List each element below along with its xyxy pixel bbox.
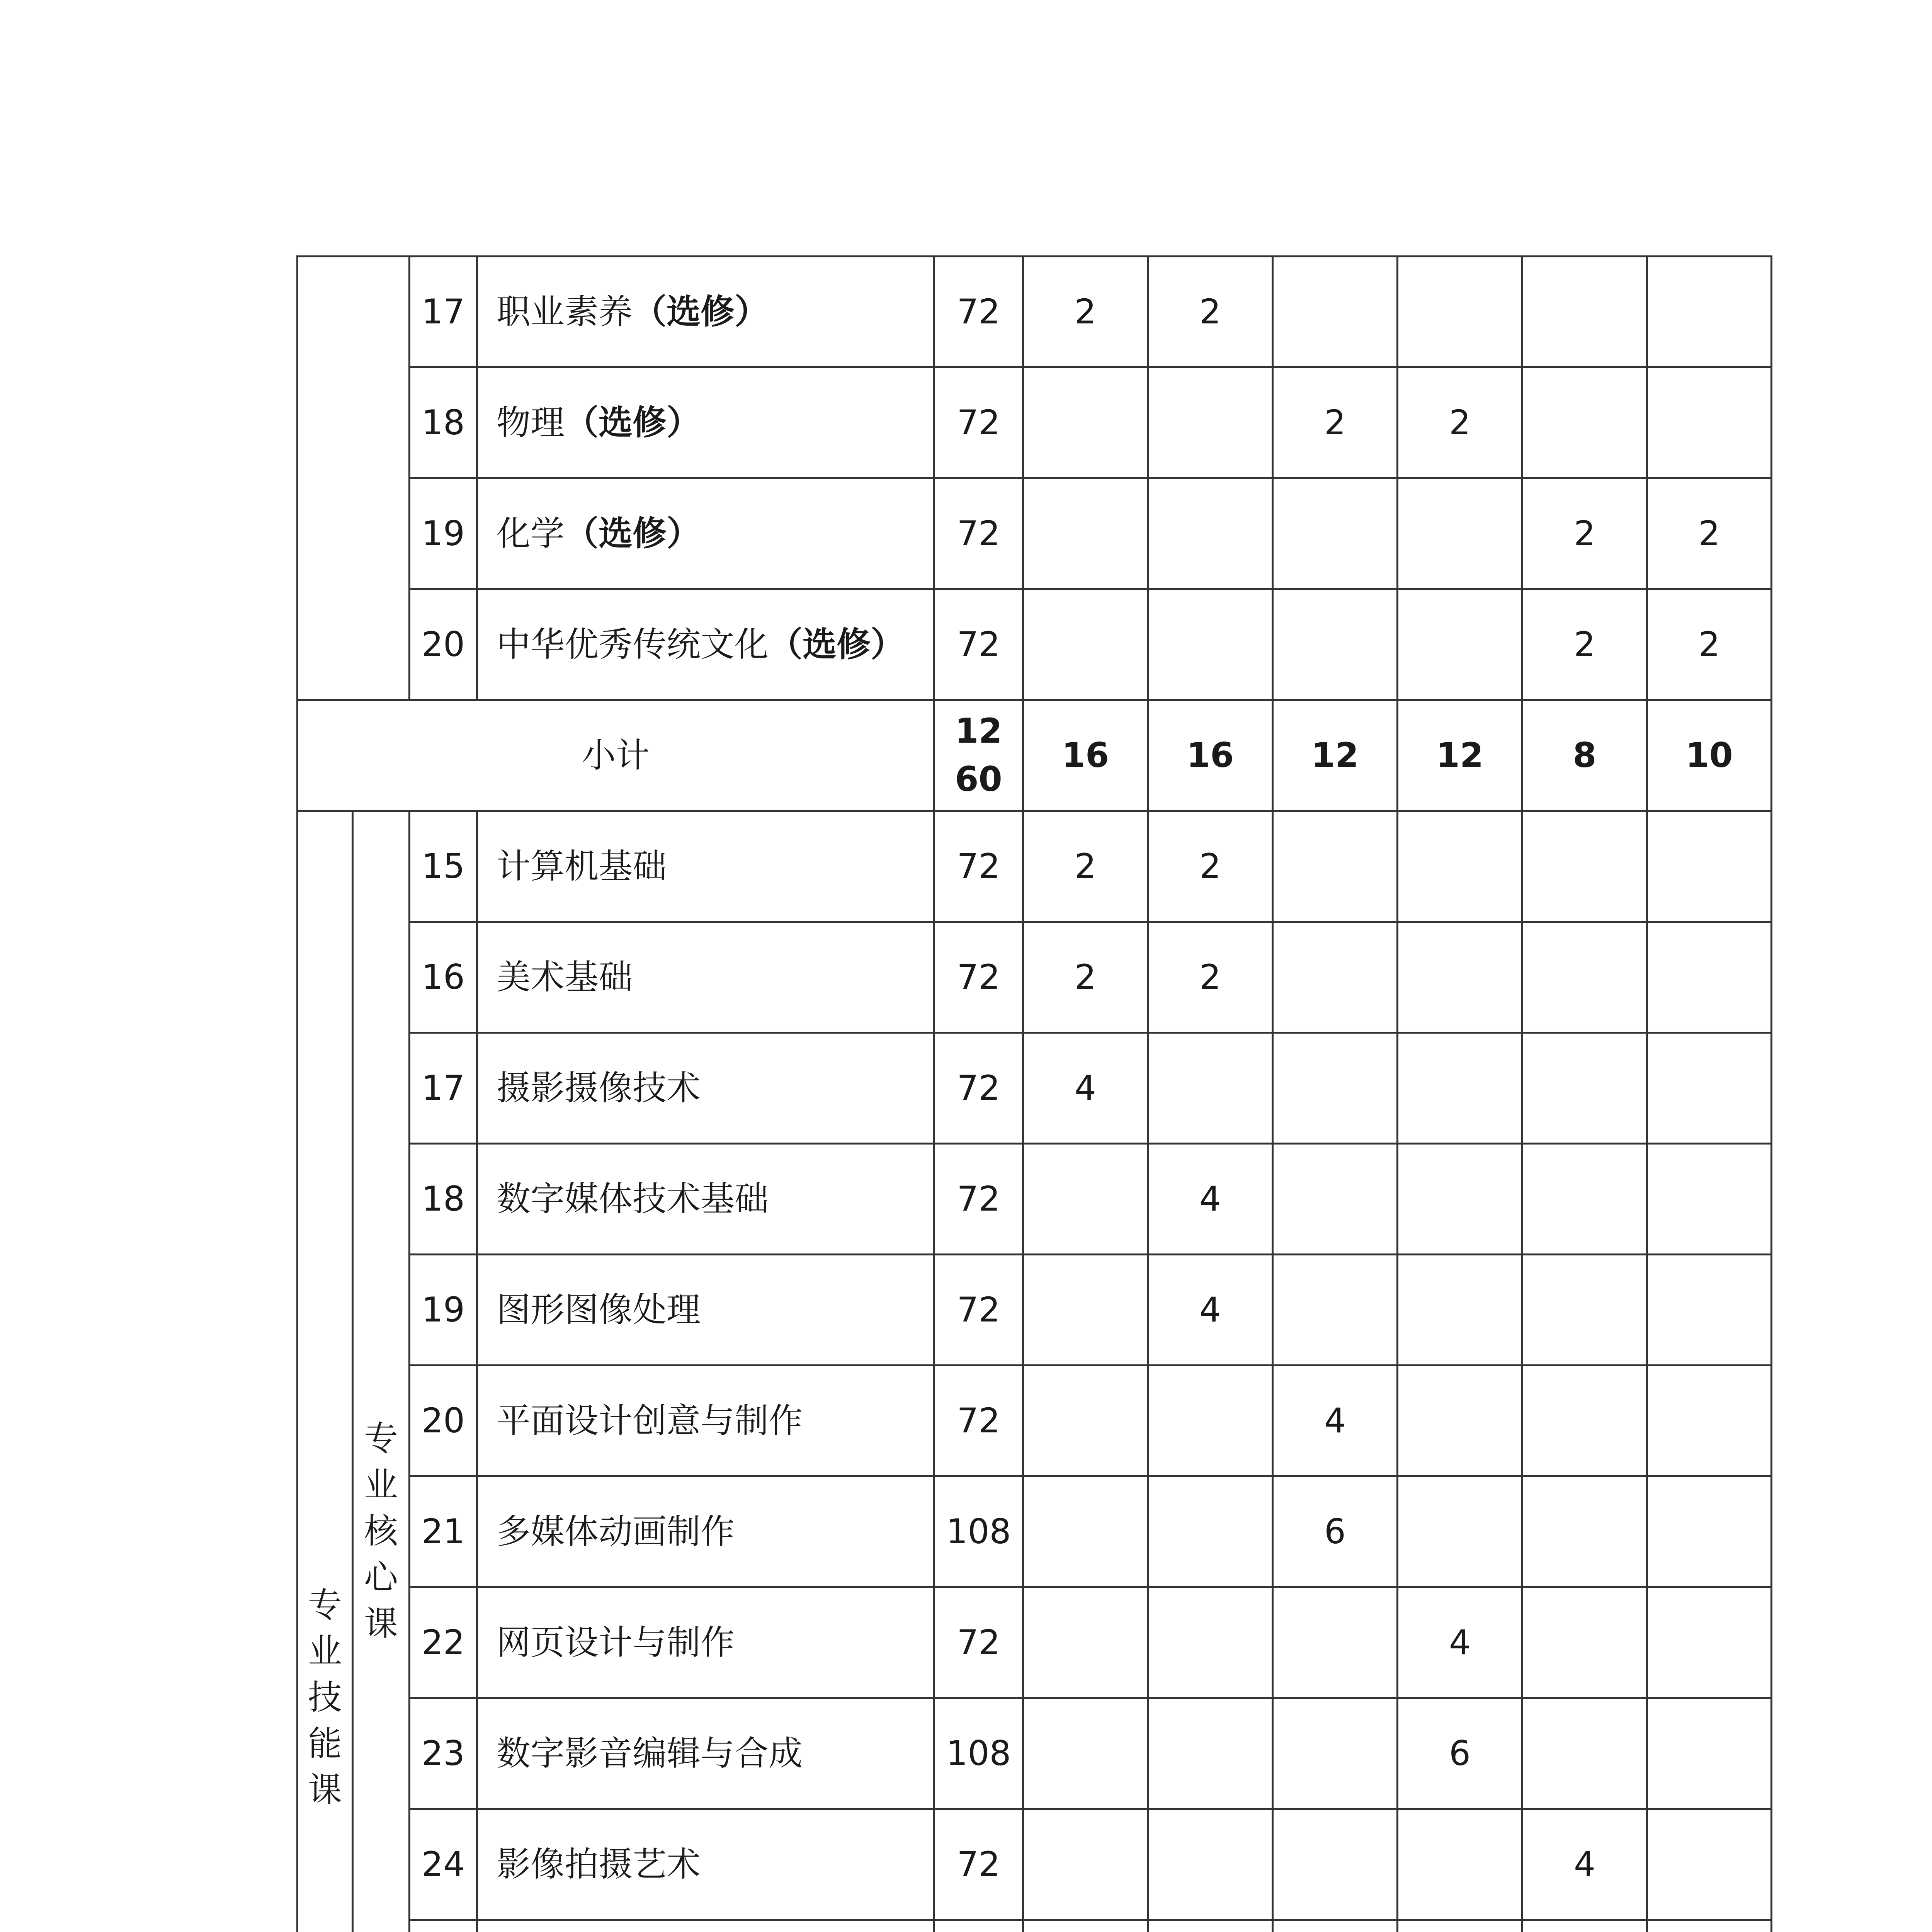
course-hours: 72 [934,367,1023,478]
course-hours: 72 [934,1366,1023,1476]
course-row [298,922,1772,1033]
subtotal-sem-3: 12 [1273,700,1398,811]
course-number: 18 [410,367,477,478]
course-row [298,367,1772,478]
semester-2-cell [1148,589,1273,700]
course-row [298,1920,1772,1932]
course-number: 17 [410,1033,477,1144]
course-number: 20 [410,1366,477,1476]
semester-6-cell [1647,1698,1772,1809]
semester-1-cell [1023,1809,1148,1920]
subtotal-sem-2: 16 [1148,700,1273,811]
course-row [298,811,1772,922]
course-hours: 108 [934,1698,1023,1809]
semester-5-cell [1522,1698,1647,1809]
group-core-course [353,811,410,1932]
semester-6-cell [1647,1920,1772,1932]
course-number: 21 [410,1476,477,1587]
course-row [298,257,1772,367]
course-name-text: 美术基础 [497,957,633,997]
semester-2-cell [1148,1476,1273,1587]
subtotal-label: 小计 [298,700,934,811]
course-name [477,478,934,589]
semester-1-cell: 2 [1023,257,1148,367]
category-cell-continued [298,257,410,700]
semester-2-cell [1148,1920,1273,1932]
course-row [298,1476,1772,1587]
course-hours: 72 [934,589,1023,700]
semester-4-cell [1398,922,1522,1033]
semester-2-cell: 2 [1148,257,1273,367]
semester-5-cell: 4 [1522,1809,1647,1920]
semester-4-cell [1398,1033,1522,1144]
semester-1-cell [1023,1366,1148,1476]
elective-tag: （选修） [633,291,769,332]
semester-6-cell [1647,1366,1772,1476]
semester-3-cell [1273,1920,1398,1932]
semester-3-cell [1273,922,1398,1033]
course-name [477,589,934,700]
semester-6-cell [1647,811,1772,922]
semester-1-cell: 2 [1023,811,1148,922]
category-professional-skill [298,811,353,1932]
course-schedule-table [296,255,1772,1932]
course-name [477,1366,934,1476]
semester-3-cell [1273,257,1398,367]
semester-1-cell [1023,1144,1148,1255]
course-number: 19 [410,1255,477,1366]
course-hours: 72 [934,478,1023,589]
semester-5-cell [1522,1366,1647,1476]
semester-3-cell [1273,1809,1398,1920]
semester-3-cell [1273,589,1398,700]
semester-3-cell: 4 [1273,1366,1398,1476]
semester-5-cell [1522,257,1647,367]
semester-2-cell [1148,1809,1273,1920]
course-number: 18 [410,1144,477,1255]
semester-4-cell [1398,478,1522,589]
semester-2-cell: 4 [1148,1144,1273,1255]
course-row [298,1809,1772,1920]
semester-4-cell [1398,1144,1522,1255]
course-name [477,1587,934,1698]
course-name-text: 网页设计与制作 [497,1622,735,1662]
course-row [298,1587,1772,1698]
course-name [477,922,934,1033]
course-name [477,1255,934,1366]
semester-4-cell: 4 [1398,1587,1522,1698]
semester-5-cell: 2 [1522,478,1647,589]
professional-skill-rows [298,811,1772,1932]
course-name-text: 物理 [497,402,565,442]
course-name [477,1033,934,1144]
semester-5-cell [1522,1033,1647,1144]
elective-rows [298,257,1772,700]
semester-2-cell [1148,1033,1273,1144]
semester-1-cell [1023,589,1148,700]
semester-1-cell [1023,1698,1148,1809]
semester-3-cell: 2 [1273,367,1398,478]
course-hours: 72 [934,1809,1023,1920]
course-hours: 72 [934,1033,1023,1144]
course-row [298,478,1772,589]
course-name [477,1920,934,1932]
semester-5-cell: 2 [1522,589,1647,700]
course-row [298,1144,1772,1255]
semester-3-cell [1273,1255,1398,1366]
semester-6-cell: 2 [1647,589,1772,700]
semester-4-cell [1398,589,1522,700]
course-name [477,1809,934,1920]
subtotal-hours: 1260 [934,700,1023,811]
course-number: 16 [410,922,477,1033]
semester-5-cell [1522,1920,1647,1932]
course-number: 20 [410,589,477,700]
course-row [298,589,1772,700]
course-name-text: 影像拍摄艺术 [497,1844,701,1884]
semester-1-cell [1023,1255,1148,1366]
course-name [477,257,934,367]
semester-4-cell [1398,1476,1522,1587]
subtotal-sem-5: 8 [1522,700,1647,811]
semester-5-cell [1522,367,1647,478]
group-core-course-label: 专业核心课 [364,1418,398,1643]
course-name-text: 化学 [497,513,565,553]
semester-6-cell [1647,1476,1772,1587]
semester-3-cell [1273,478,1398,589]
subtotal-row [298,700,1772,811]
course-row [298,1366,1772,1476]
course-hours: 72 [934,257,1023,367]
course-name-text: 计算机基础 [497,846,667,886]
semester-2-cell [1148,1366,1273,1476]
course-hours: 72 [934,1255,1023,1366]
semester-4-cell [1398,257,1522,367]
course-name-text: 数字影音编辑与合成 [497,1733,803,1773]
semester-2-cell: 4 [1148,1255,1273,1366]
semester-4-cell [1398,811,1522,922]
semester-5-cell [1522,922,1647,1033]
semester-4-cell [1398,1255,1522,1366]
course-name-text: 中华优秀传统文化 [497,624,769,664]
semester-1-cell [1023,1920,1148,1932]
subtotal-sem-1: 16 [1023,700,1148,811]
semester-6-cell [1647,1587,1772,1698]
subtotal-sem-6: 10 [1647,700,1772,811]
semester-4-cell [1398,1920,1522,1932]
course-row [298,1255,1772,1366]
semester-3-cell [1273,811,1398,922]
semester-6-cell [1647,257,1772,367]
course-name-text: 平面设计创意与制作 [497,1400,803,1440]
subtotal-sem-4: 12 [1398,700,1522,811]
semester-5-cell [1522,1144,1647,1255]
semester-4-cell [1398,1366,1522,1476]
semester-4-cell: 2 [1398,367,1522,478]
semester-5-cell [1522,1476,1647,1587]
course-number: 23 [410,1698,477,1809]
subtotal-section [298,700,1772,811]
elective-tag: （选修） [565,513,701,553]
semester-6-cell [1647,1809,1772,1920]
course-name [477,1698,934,1809]
semester-2-cell [1148,1698,1273,1809]
semester-1-cell [1023,1476,1148,1587]
semester-1-cell [1023,1587,1148,1698]
course-hours: 72 [934,1144,1023,1255]
course-number: 17 [410,257,477,367]
semester-5-cell [1522,811,1647,922]
semester-6-cell [1647,367,1772,478]
semester-3-cell [1273,1698,1398,1809]
semester-2-cell [1148,1587,1273,1698]
semester-2-cell [1148,478,1273,589]
course-number: 15 [410,811,477,922]
semester-2-cell [1148,367,1273,478]
semester-1-cell [1023,367,1148,478]
course-name-text: 多媒体动画制作 [497,1511,735,1551]
course-name [477,1144,934,1255]
course-row [298,1698,1772,1809]
course-hours: 72 [934,922,1023,1033]
course-name [477,1476,934,1587]
course-name [477,811,934,922]
course-name-text: 数字媒体技术基础 [497,1179,769,1219]
course-number: 19 [410,478,477,589]
semester-2-cell: 2 [1148,811,1273,922]
semester-6-cell [1647,1033,1772,1144]
course-number: 24 [410,1809,477,1920]
semester-5-cell [1522,1587,1647,1698]
course-number [410,1920,477,1932]
course-name [477,367,934,478]
semester-1-cell [1023,478,1148,589]
semester-1-cell: 4 [1023,1033,1148,1144]
semester-4-cell: 6 [1398,1698,1522,1809]
course-number: 22 [410,1587,477,1698]
course-hours: 72 [934,1587,1023,1698]
semester-6-cell [1647,922,1772,1033]
course-name-text: 职业素养 [497,291,633,332]
semester-6-cell [1647,1144,1772,1255]
semester-2-cell: 2 [1148,922,1273,1033]
semester-1-cell: 2 [1023,922,1148,1033]
semester-5-cell [1522,1255,1647,1366]
elective-tag: （选修） [565,402,701,442]
semester-6-cell: 2 [1647,478,1772,589]
semester-3-cell [1273,1144,1398,1255]
semester-3-cell: 6 [1273,1476,1398,1587]
semester-4-cell [1398,1809,1522,1920]
elective-tag: （选修） [769,624,905,664]
course-hours: 108 [934,1476,1023,1587]
category-professional-skill-label: 专业技能课 [308,1585,342,1810]
semester-6-cell [1647,1255,1772,1366]
semester-3-cell [1273,1033,1398,1144]
course-hours: 72 [934,811,1023,922]
course-name-text: 摄影摄像技术 [497,1068,701,1108]
course-hours [934,1920,1023,1932]
course-row [298,1033,1772,1144]
course-name-text: 图形图像处理 [497,1289,701,1330]
semester-3-cell [1273,1587,1398,1698]
